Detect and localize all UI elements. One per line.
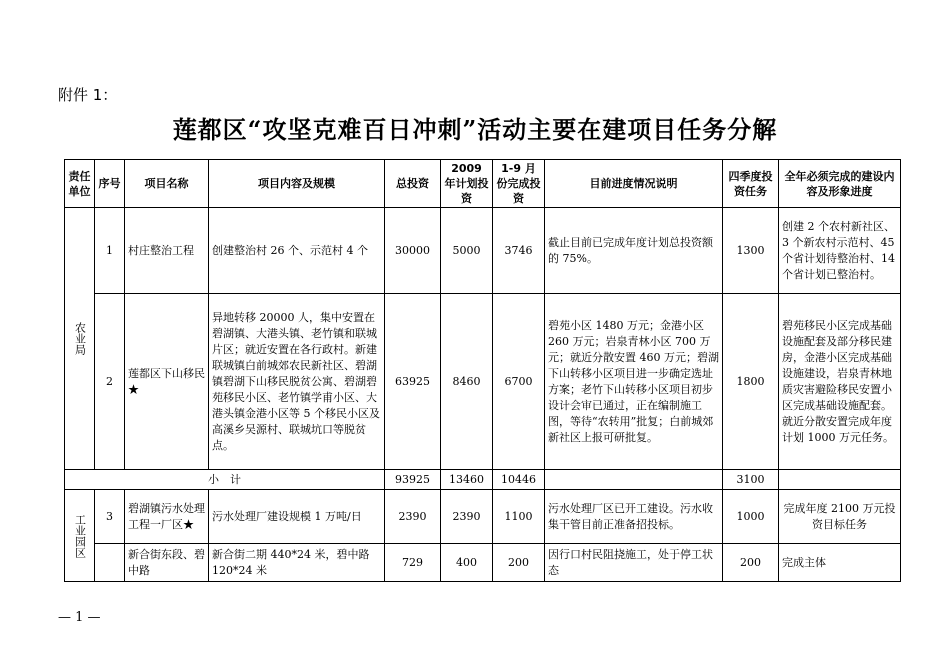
header-content: 项目内容及规模 [209,160,385,208]
table-row [65,208,901,294]
header-seq: 序号 [95,160,125,208]
row-progress: 截止目前已完成年度计划总投资额的 75%。 [545,208,723,294]
row-plan: 5000 [441,208,493,294]
header-goal: 全年必须完成的建设内容及形象进度 [779,160,901,208]
subtotal-label: 小 计 [65,470,385,490]
unit-industry: 工业园区 [65,490,95,582]
row-seq: 1 [95,208,125,294]
row-plan: 400 [441,544,493,582]
row-q4: 1000 [723,490,779,544]
row-total: 729 [385,544,441,582]
row-goal: 完成年度 2100 万元投资目标任务 [779,490,901,544]
row-done: 3746 [493,208,545,294]
subtotal-plan: 13460 [441,470,493,490]
page-number: — 1 — [58,610,101,625]
row-content: 异地转移 20000 人，集中安置在碧湖镇、大港头镇、老竹镇和联城片区；就近安置在各行政村。新建联城镇白前城郊农民新社区、碧湖镇碧湖下山移民脱贫公寓、碧湖碧苑移民小区、老竹镇学甫小区、大港头镇金港小区等 5 个移民小区及高溪乡吴源村、联城坑口等脱贫点。 [209,294,385,470]
subtotal-row [65,470,901,490]
row-total: 30000 [385,208,441,294]
unit-agri: 农业局 [65,208,95,470]
table-row [65,544,901,582]
row-total: 2390 [385,490,441,544]
row-name: 碧湖镇污水处理工程一厂区★ [125,490,209,544]
subtotal-goal-empty [779,470,901,490]
header-name: 项目名称 [125,160,209,208]
row-content: 污水处理厂建设规模 1 万吨/日 [209,490,385,544]
row-q4: 1300 [723,208,779,294]
subtotal-done: 10446 [493,470,545,490]
row-seq: 2 [95,294,125,470]
subtotal-q4: 3100 [723,470,779,490]
table-row [65,294,901,470]
document-title: 莲都区“攻坚克难百日冲刺”活动主要在建项目任务分解 [172,115,778,144]
header-progress: 目前进度情况说明 [545,160,723,208]
header-unit: 责任单位 [65,160,95,208]
header-plan2009: 2009 年计划投资 [441,160,493,208]
row-progress: 碧苑小区 1480 万元；金港小区 260 万元；岩泉青林小区 700 万元；就近分散安置 460 万元；碧湖下山转移小区项目进一步确定选址方案；老竹下山转移小区项目初步设计会审已通过，正在编制施工图，等待“农转用”批复；白前城郊新社区上报可研批复。 [545,294,723,470]
row-done: 1100 [493,490,545,544]
row-seq: 3 [95,490,125,544]
header-total: 总投资 [385,160,441,208]
task-table [64,159,901,582]
row-name: 新合街东段、碧中路 [125,544,209,582]
header-row [65,160,901,208]
table-row [65,490,901,544]
row-name: 村庄整治工程 [125,208,209,294]
row-plan: 8460 [441,294,493,470]
row-seq [95,544,125,582]
row-q4: 1800 [723,294,779,470]
row-name: 莲都区下山移民★ [125,294,209,470]
row-progress: 因行口村民阻挠施工，处于停工状态 [545,544,723,582]
row-plan: 2390 [441,490,493,544]
row-total: 63925 [385,294,441,470]
row-goal: 碧苑移民小区完成基础设施配套及部分移民建房，金港小区完成基础设施建设，岩泉青林地质灾害避险移民安置小区完成基础设施配套。就近分散安置完成年度计划 1000 万元任务。 [779,294,901,470]
row-goal: 创建 2 个农村新社区、3 个新农村示范村、45 个省计划待整治村、14 个省计划已整治村。 [779,208,901,294]
row-progress: 污水处理厂区已开工建设。污水收集干管目前正准备招投标。 [545,490,723,544]
row-goal: 完成主体 [779,544,901,582]
header-done19: 1-9 月份完成投资 [493,160,545,208]
row-done: 6700 [493,294,545,470]
row-q4: 200 [723,544,779,582]
row-content: 创建整治村 26 个、示范村 4 个 [209,208,385,294]
header-q4: 四季度投资任务 [723,160,779,208]
attachment-label: 附件 1： [58,86,118,104]
subtotal-progress-empty [545,470,723,490]
row-done: 200 [493,544,545,582]
row-content: 新合街二期 440*24 米，碧中路 120*24 米 [209,544,385,582]
subtotal-total: 93925 [385,470,441,490]
